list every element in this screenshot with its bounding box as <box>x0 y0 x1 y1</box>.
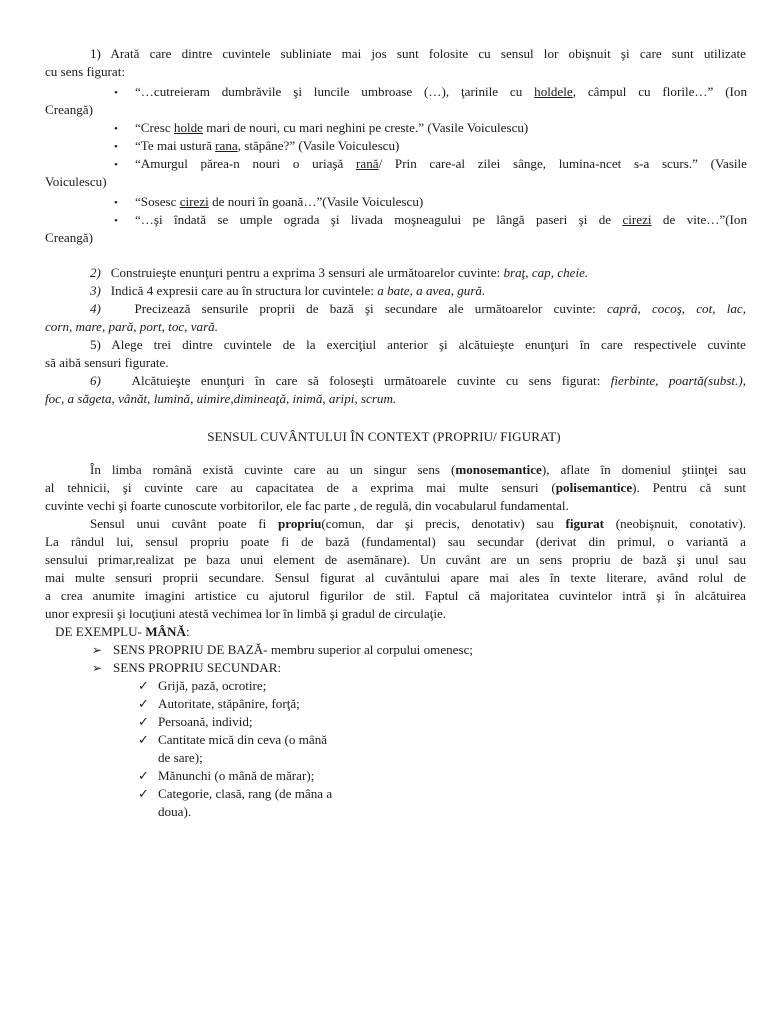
bullet-icon: • <box>114 215 118 227</box>
check-icon: ✓ <box>138 768 149 783</box>
paragraph-1-line-1: În limba română există cuvinte care au un singur sens (monosemantice), aflate în domeniul ştiinţei sau <box>90 462 746 477</box>
quote-5: “Sosesc cirezi de nouri în goană…”(Vasile Voiculescu) <box>135 194 424 209</box>
exercise-5-line-1: 5) Alege trei dintre cuvintele de la exerciţiul anterior şi alcătuieşte enunţuri în care respectivele cuvinte <box>90 337 746 352</box>
check-icon: ✓ <box>138 732 149 747</box>
example-heading: DE EXEMPLU- MÂNĂ: <box>55 624 190 639</box>
sense-base: SENS PROPRIU DE BAZĂ- membru superior al corpului omenesc; <box>113 642 474 657</box>
check-icon: ✓ <box>138 678 149 693</box>
exercise-4-line-1: 4) Precizează sensurile proprii de bază şi secundare ale următoarelor cuvinte: capră, cocoş, cot, lac, <box>90 301 746 316</box>
paragraph-1-line-3: cuvinte vechi şi foarte cunoscute vorbitorilor, ele fac parte , de regulă, din vocabularul fundamental. <box>45 498 569 513</box>
bullet-icon: • <box>114 123 118 135</box>
sense-item-2: Autoritate, stăpânire, forţă; <box>158 696 300 711</box>
exercise-1-line-2: cu sens figurat: <box>45 64 125 79</box>
quote-4: “Amurgul părea-n nouri o uriaşă rană/ Prin care-al zilei sânge, lumina-ncet s-a scurs.” (Vasile <box>135 156 747 171</box>
quote-6-cont: Creangă) <box>45 230 93 245</box>
paragraph-2-line-1: Sensul unui cuvânt poate fi propriu(comun, dar şi precis, denotativ) sau figurat (neobişnuit, conotativ). <box>90 516 746 531</box>
exercise-6-line-1: 6) Alcătuieşte enunţuri în care să foloseşti următoarele cuvinte cu sens figurat: fierbinte, poartă(subst.), <box>90 373 746 388</box>
quote-4-cont: Voiculescu) <box>45 174 107 189</box>
sense-item-3: Persoană, individ; <box>158 714 253 729</box>
paragraph-1-line-2: al tehnicii, şi cuvinte care au capacitatea de a exprima mai multe sensuri (polisemantice). Pentru că sunt <box>45 480 747 495</box>
sense-item-1: Grijă, pază, ocrotire; <box>158 678 267 693</box>
arrow-icon: ➢ <box>92 643 103 657</box>
paragraph-2-line-5: a crea anumite imagini artistice cu ajutorul figurilor de stil. Faptul că majoritatea cuvintelor intră şi în alcătuirea <box>45 588 746 603</box>
quote-1: “…cutreieram dumbrăvile şi luncile umbroase (…), ţarinile cu holdele, câmpul cu florile…” (Ion <box>135 84 748 99</box>
sense-item-4: Cantitate mică din ceva (o mână <box>158 732 328 747</box>
paragraph-2-line-6: unor expresii şi locuţiuni atestă vechimea lor în limbă şi gradul de circulaţie. <box>45 606 447 621</box>
paragraph-2-line-4: mai multe sensuri proprii secundare. Sensul figurat al cuvântului apare mai ales în texte literare, având rolul de <box>45 570 746 585</box>
quote-6: “…şi îndată se umple ograda şi livada moşneagului pe lângă paseri şi de cirezi de vite…”(Ion <box>135 212 748 227</box>
check-icon: ✓ <box>138 786 149 801</box>
sense-secondary: SENS PROPRIU SECUNDAR: <box>113 660 282 675</box>
paragraph-2-line-3: sensului primar,realizat pe baza unui element de asemănare). Un cuvânt are un sens propriu de bază şi unul sau <box>45 552 746 567</box>
sense-item-6: Categorie, clasă, rang (de mâna a <box>158 786 333 801</box>
sense-item-6-cont: doua). <box>158 804 192 819</box>
exercise-2: 2) Construieşte enunţuri pentru a exprima 3 sensuri ale următoarelor cuvinte: braţ, cap, cheie. <box>90 265 589 280</box>
arrow-icon: ➢ <box>92 661 103 675</box>
bullet-icon: • <box>114 87 118 99</box>
bullet-icon: • <box>114 141 118 153</box>
quote-2: “Cresc holde mari de nouri, cu mari neghini pe creste.” (Vasile Voiculescu) <box>135 120 529 135</box>
bullet-icon: • <box>114 159 118 171</box>
section-title: SENSUL CUVÂNTULUI ÎN CONTEXT (PROPRIU/ FIGURAT) <box>207 429 561 444</box>
paragraph-2-line-2: La rândul lui, sensul propriu poate fi de bază (fundamental) sau secundar (derivat din primul, o variantă a <box>45 534 746 549</box>
bullet-icon: • <box>114 197 118 209</box>
exercise-6-line-2: foc, a săgeta, vânăt, lumină, uimire,dimineaţă, inimă, aripi, scrum. <box>45 391 397 406</box>
exercise-3: 3) Indică 4 expresii care au în structura lor cuvintele: a bate, a avea, gură. <box>90 283 486 298</box>
sense-item-4-cont: de sare); <box>158 750 203 765</box>
check-icon: ✓ <box>138 696 149 711</box>
exercise-5-line-2: să aibă sensuri figurate. <box>45 355 169 370</box>
exercise-4-line-2: corn, mare, pară, port, toc, vară. <box>45 319 218 334</box>
quote-3: “Te mai ustură rana, stăpâne?” (Vasile Voiculescu) <box>135 138 400 153</box>
quote-1-cont: Creangă) <box>45 102 93 117</box>
exercise-1-line-1: 1) Arată care dintre cuvintele subliniate mai jos sunt folosite cu sensul lor obişnuit şi care sunt utilizate <box>90 46 746 61</box>
check-icon: ✓ <box>138 714 149 729</box>
sense-item-5: Mănunchi (o mână de mărar); <box>158 768 315 783</box>
